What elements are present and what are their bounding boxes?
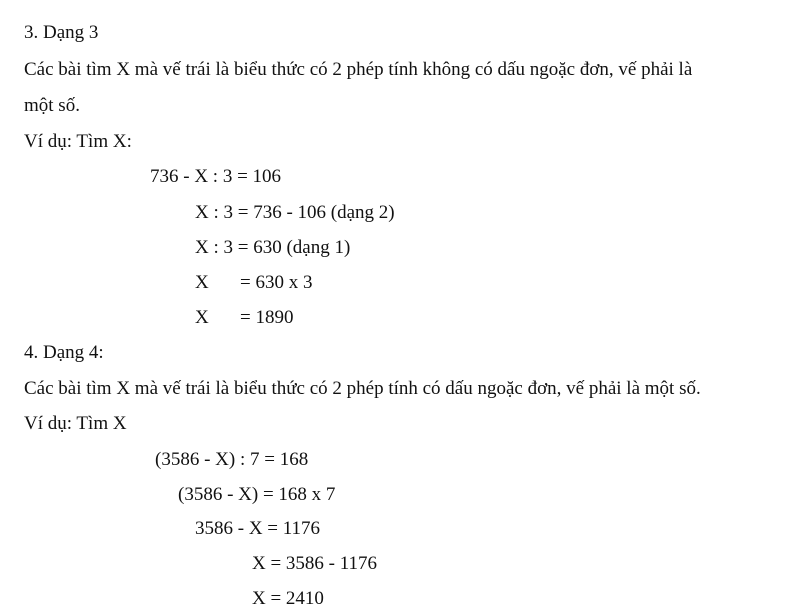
section-3-heading: 3. Dạng 3 [24,22,99,43]
section-4-step-4: X = 3586 - 1176 [252,553,378,574]
section-4-heading: 4. Dạng 4: [24,342,104,363]
section-3-step-5-variable: X [195,307,209,328]
section-4-step-5: X = 2410 [252,588,324,609]
section-3-example-label: Ví dụ: Tìm X: [24,131,132,152]
section-4-step-1: (3586 - X) : 7 = 168 [155,449,309,470]
section-3-description-line-1: Các bài tìm X mà vế trái là biểu thức có 2 phép tính không có dấu ngoặc đơn, vế phải là [24,59,693,80]
section-3-description-line-2: một số. [24,95,80,116]
section-3-step-2: X : 3 = 736 - 106 (dạng 2) [195,202,395,223]
section-3-step-3: X : 3 = 630 (dạng 1) [195,237,351,258]
section-4-step-3: 3586 - X = 1176 [195,518,321,539]
section-4-step-2: (3586 - X) = 168 x 7 [178,484,336,505]
section-3-step-5-expression: = 1890 [240,307,294,328]
section-3-step-4-variable: X [195,272,209,293]
section-4-example-label: Ví dụ: Tìm X [24,413,127,434]
section-3-step-4-expression: = 630 x 3 [240,272,313,293]
section-3-step-1: 736 - X : 3 = 106 [150,166,282,187]
section-4-description-line-1: Các bài tìm X mà vế trái là biểu thức có 2 phép tính có dấu ngoặc đơn, vế phải là một số. [24,378,701,399]
